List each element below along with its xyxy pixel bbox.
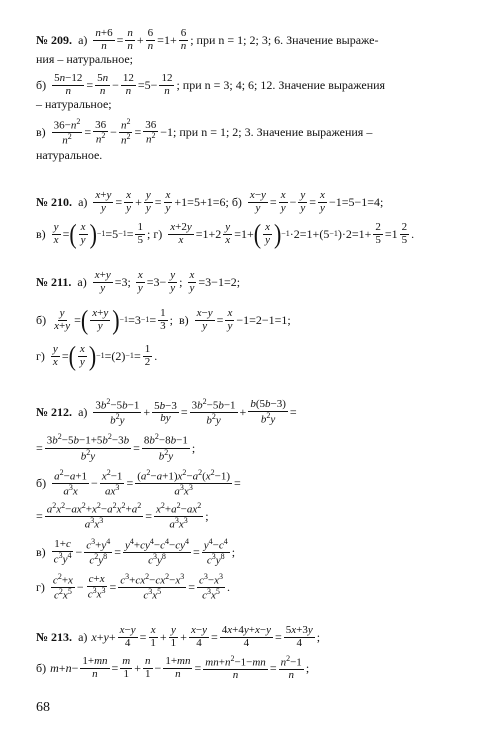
problem-212: № 212. а) $\frac{3b^2-5b-1}{b^2y}$ + $\frac{5b-3}{by}$ = $\frac{3b^2-5b-1}{b^2y}$ + $\frac{b(5b-3)}{b^2y}$ = = $\frac{3b^2-5b-1+5b^2-3b}{b^2y}$ = $\frac{8b^2-8b-1}{b^2y}$ ; б) $\frac{a^2-a+1}{a^3x}$ − $\frac{x^2-1}{ax^3}$ = $\frac{(a^2-a+1)x^2-a^2(x^2-1)}{a^3x^3}$ = = $\frac{a^2x^2-ax^2+x^2-a^2x^2+a^2}{a^3x^3}$ = $\frac{x^2+a^2-ax^2}{a^3x^3}$ ; в) $\frac{1+c}{c^3y^4}$ − $\frac{c^3+y^4}{c^2y^8}$ = $\frac{y^4+cy^4-c^4-cy^4}{c^3y^8}$ = $\frac{y^4-c^4}{c^3y^8}$ ; г) $\frac{c^2+x}{c^2x^5}$ − $\frac{c+x}{c^3x^3}$ = $\frac{c^3+cx^2-cx^2-x^3}{c^3x^5}$ = $\frac{c^3-x^3}{c^3x^5}$ . bbox=[36, 397, 297, 602]
problem-211: № 211. а) $\frac{x+y}{y}$ =3; $\frac{x}{y}$ =3− $\frac{y}{y}$ ; $\frac{x}{y}$ =3−1=2; б) $\frac{y}{x+y}$ = ( $\frac{x+y}{y}$ ) −1 =3 −1 = $\frac{1}{3}$ ; в) $\frac{x-y}{y}$ = $\frac{x}{y}$ −1=2−1=1; г) $\frac{y}{x}$ = ( $\frac{x}{y}$ ) −1 =(2) −1 = $\frac{1}{2}$ . bbox=[36, 269, 291, 372]
problem-number: № 209. bbox=[36, 32, 73, 47]
problem-213: № 213. а) x + y + $\frac{x-y}{4}$ = $\frac{x}{1}$ + $\frac{y}{1}$ + $\frac{x-y}{4}$ = $\frac{4x+4y+x-y}{4}$ = $\frac{5x+3y}{4}$ ; б) m + n − $\frac{1+mn}{n}$ = $\frac{m}{1}$ + $\frac{n}{1}$ − $\frac{1+mn}{n}$ = $\frac{mn+n^2-1-mn}{n}$ = $\frac{n^2-1}{n}$ ; bbox=[36, 624, 321, 682]
problem-209: № 209. а) $\frac{n+6}{n}$ = $\frac{n}{n}$ + $\frac{6}{n}$ =1+ $\frac{6}{n}$ ; при n = 1; 2; 3; 6. Значение выраже- ния – натуральное; б) $\frac{5n-12}{n}$ = $\frac{5n}{n}$ − $\frac{12}{n}$ =5− $\frac{12}{n}$ ; при n = 3; 4; 6; 12. Значение выражения – натуральное; в) $\frac{36-n^2}{n^2}$ = $\frac{36}{n^2}$ − $\frac{n^2}{n^2}$ = $\frac{36}{n^2}$ −1 ; при n = 1; 2; 3. Значение выражения – натуральное. bbox=[36, 27, 386, 162]
problem-210: № 210. а) $\frac{x+y}{y}$ = $\frac{x}{y}$ + $\frac{y}{y}$ = $\frac{x}{y}$ +1=5+1=6; б) $\frac{x-y}{y}$ = $\frac{x}{y}$ − $\frac{y}{y}$ = $\frac{x}{y}$ −1=5−1=4; в) $\frac{y}{x}$ = ( $\frac{x}{y}$ ) −1 =5 −1 = $\frac{1}{5}$ ; г) $\frac{x+2y}{x}$ =1+2 $\frac{y}{x}$ =1+ ( $\frac{x}{y}$ ) −1 ·2=1+(5 −1 )·2=1+ $\frac{2}{5}$ =1 $\frac{2}{5}$ . bbox=[36, 189, 415, 250]
page-number: 68 bbox=[36, 700, 50, 715]
